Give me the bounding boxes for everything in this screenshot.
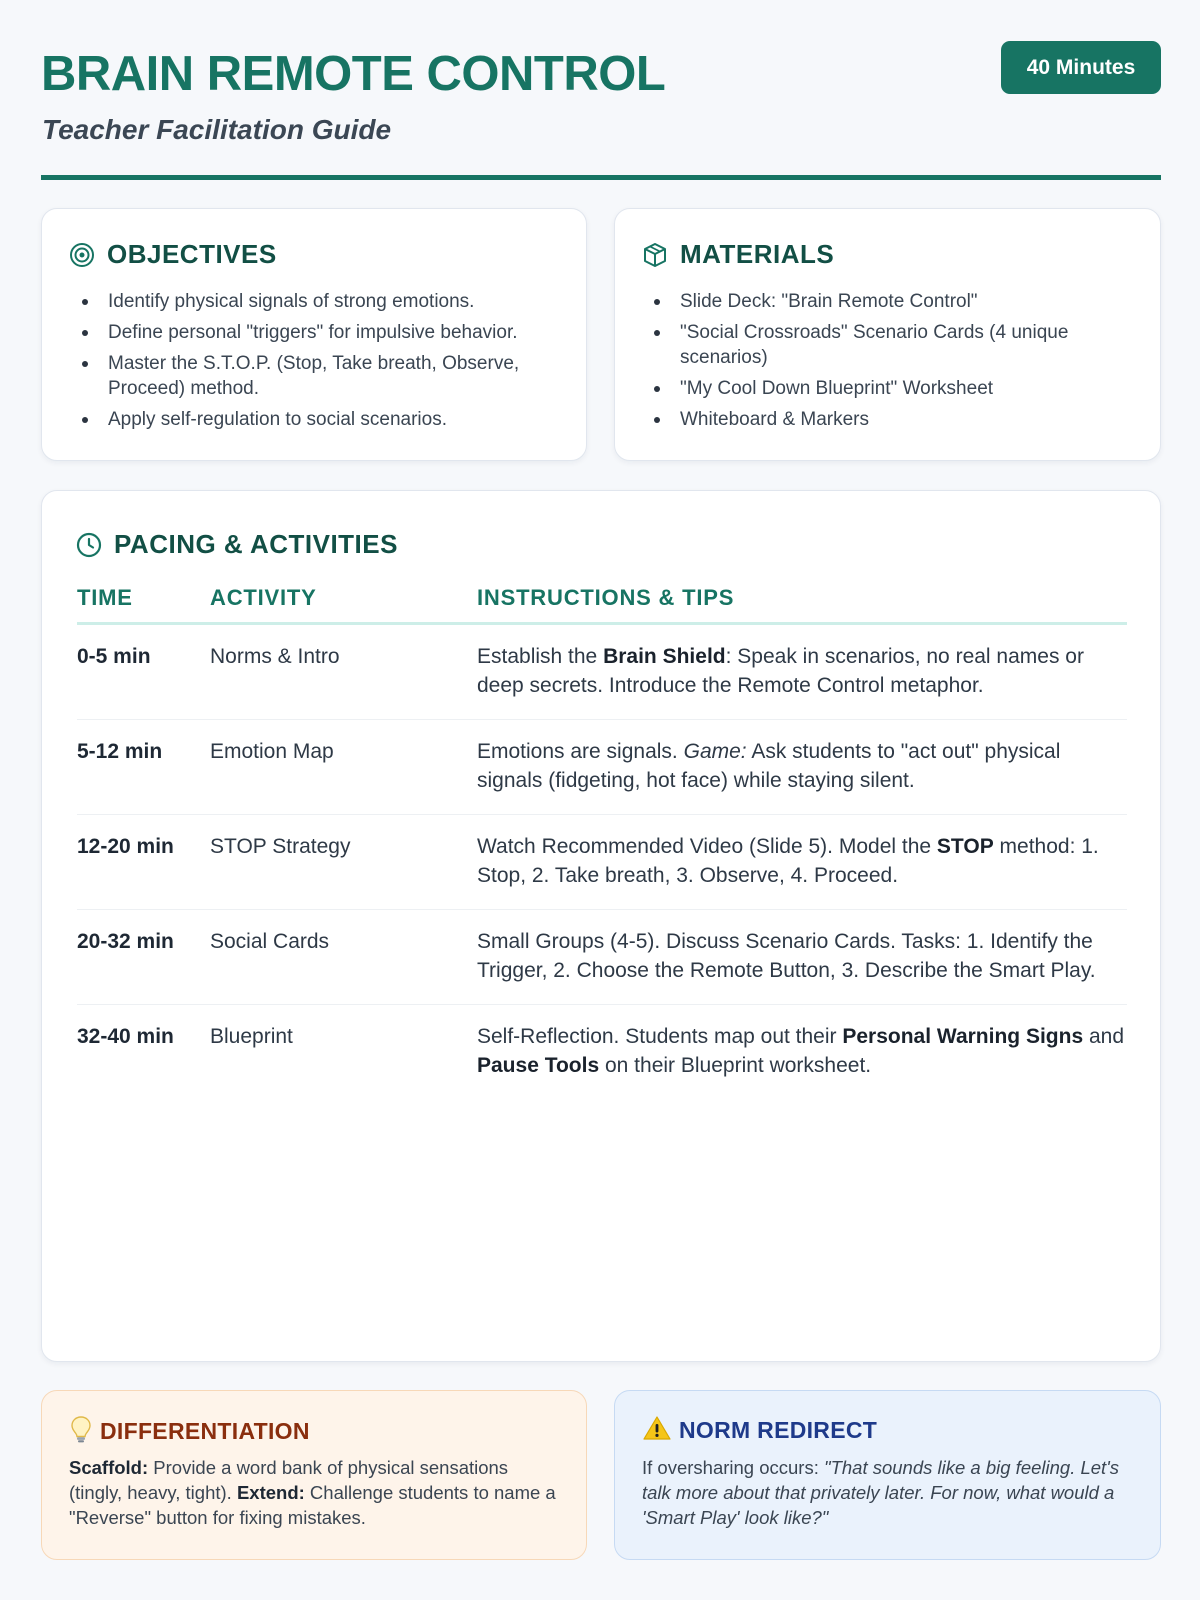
text-segment: Establish the xyxy=(477,645,604,668)
differentiation-header xyxy=(70,1415,310,1448)
objectives-card xyxy=(41,208,587,461)
differentiation-card xyxy=(41,1390,587,1560)
text-segment: and xyxy=(1083,1025,1124,1048)
objectives-heading: OBJECTIVES xyxy=(107,239,277,269)
time-cell: 5-12 min xyxy=(77,740,163,763)
column-header-activity: ACTIVITY xyxy=(210,585,317,610)
activity-cell: STOP Strategy xyxy=(210,835,351,858)
column-header-instructions: INSTRUCTIONS & TIPS xyxy=(477,585,735,610)
materials-card xyxy=(614,208,1161,461)
pacing-heading: PACING & ACTIVITIES xyxy=(114,529,398,559)
material-item: Whiteboard & Markers xyxy=(648,407,1128,432)
bold-text: Pause Tools xyxy=(477,1054,600,1077)
italic-text: Game: xyxy=(683,740,747,763)
bold-text: Extend: xyxy=(236,1482,305,1503)
instructions-cell xyxy=(477,927,1127,985)
activity-cell: Blueprint xyxy=(210,1025,293,1048)
objective-item: Identify physical signals of strong emotions. xyxy=(76,289,566,314)
objective-item: Define personal "triggers" for impulsive behavior. xyxy=(76,320,566,345)
pacing-header xyxy=(76,529,398,560)
box-icon xyxy=(642,242,668,268)
activity-cell: Emotion Map xyxy=(210,740,334,763)
table-body xyxy=(77,625,1127,1100)
column-header-time: TIME xyxy=(77,585,133,610)
page-subtitle: Teacher Facilitation Guide xyxy=(42,114,392,145)
material-item: "Social Crossroads" Scenario Cards (4 unique scenarios) xyxy=(648,320,1128,370)
material-item: "My Cool Down Blueprint" Worksheet xyxy=(648,376,1128,401)
activity-cell: Norms & Intro xyxy=(210,645,340,668)
warning-icon xyxy=(643,1415,671,1446)
bold-text: STOP xyxy=(936,835,994,858)
materials-header xyxy=(642,239,834,270)
time-cell: 12-20 min xyxy=(77,835,174,858)
table-header xyxy=(77,575,1127,625)
instructions-cell xyxy=(477,1022,1127,1080)
materials-heading: MATERIALS xyxy=(680,239,835,269)
time-cell: 32-40 min xyxy=(77,1025,174,1048)
objectives-list xyxy=(76,289,566,438)
differentiation-text xyxy=(69,1455,559,1530)
table-row xyxy=(77,815,1127,910)
bold-text: Personal Warning Signs xyxy=(842,1025,1084,1048)
pacing-card xyxy=(41,490,1161,1362)
text-segment: on their Blueprint worksheet. xyxy=(599,1054,872,1077)
table-row xyxy=(77,1005,1127,1100)
norm-redirect-text xyxy=(642,1455,1132,1530)
text-segment: If oversharing occurs: xyxy=(642,1457,824,1478)
instructions-cell xyxy=(477,642,1127,700)
norm-redirect-header xyxy=(643,1415,877,1446)
duration-badge: 40 Minutes xyxy=(1001,41,1161,94)
table-row xyxy=(77,910,1127,1005)
instructions-cell xyxy=(477,832,1127,890)
text-segment: method: 1. Stop, 2. Take breath, 3. Observe, 4. Proceed. xyxy=(477,835,1099,887)
material-item: Slide Deck: "Brain Remote Control" xyxy=(648,289,1128,314)
italic-text: "That sounds like a big feeling. Let's talk more about that privately later. For now, what would a 'Smart Play' look like?" xyxy=(642,1457,1119,1528)
differentiation-heading: DIFFERENTIATION xyxy=(100,1418,310,1444)
clock-icon xyxy=(76,532,102,558)
materials-list xyxy=(648,289,1128,438)
lightbulb-icon xyxy=(70,1415,92,1448)
target-icon xyxy=(69,242,95,268)
text-segment: Emotions are signals. xyxy=(477,740,684,763)
text-segment: Provide a word bank of physical sensations (tingly, heavy, tight). xyxy=(69,1457,509,1503)
activity-cell: Social Cards xyxy=(210,930,330,953)
objective-item: Master the S.T.O.P. (Stop, Take breath, Observe, Proceed) method. xyxy=(76,351,566,401)
norm-redirect-heading: NORM REDIRECT xyxy=(679,1417,878,1443)
text-segment: Watch Recommended Video (Slide 5). Model the xyxy=(477,835,937,858)
time-cell: 0-5 min xyxy=(77,645,151,668)
page-title: BRAIN REMOTE CONTROL xyxy=(41,47,666,101)
text-segment: Ask students to "act out" physical signals (fidgeting, hot face) while staying silent. xyxy=(477,740,1061,792)
table-row xyxy=(77,720,1127,815)
text-segment: Challenge students to name a "Reverse" button for fixing mistakes. xyxy=(69,1482,556,1528)
bold-text: Brain Shield xyxy=(603,645,726,668)
page xyxy=(41,0,1161,1600)
norm-redirect-card xyxy=(614,1390,1161,1560)
text-segment: Small Groups (4-5). Discuss Scenario Cards. Tasks: 1. Identify the Trigger, 2. Choose the Remote Button, 3. Describe the Smart Play. xyxy=(477,930,1096,982)
page-header xyxy=(41,38,1161,180)
objective-item: Apply self-regulation to social scenarios. xyxy=(76,407,566,432)
table-row xyxy=(77,625,1127,720)
bold-text: Scaffold: xyxy=(69,1457,149,1478)
instructions-cell xyxy=(477,737,1127,795)
time-cell: 20-32 min xyxy=(77,930,174,953)
text-segment: Self-Reflection. Students map out their xyxy=(477,1025,843,1048)
text-segment: : Speak in scenarios, no real names or deep secrets. Introduce the Remote Control metaphor. xyxy=(477,645,1084,697)
objectives-header xyxy=(69,239,277,270)
pacing-table xyxy=(77,575,1127,1100)
